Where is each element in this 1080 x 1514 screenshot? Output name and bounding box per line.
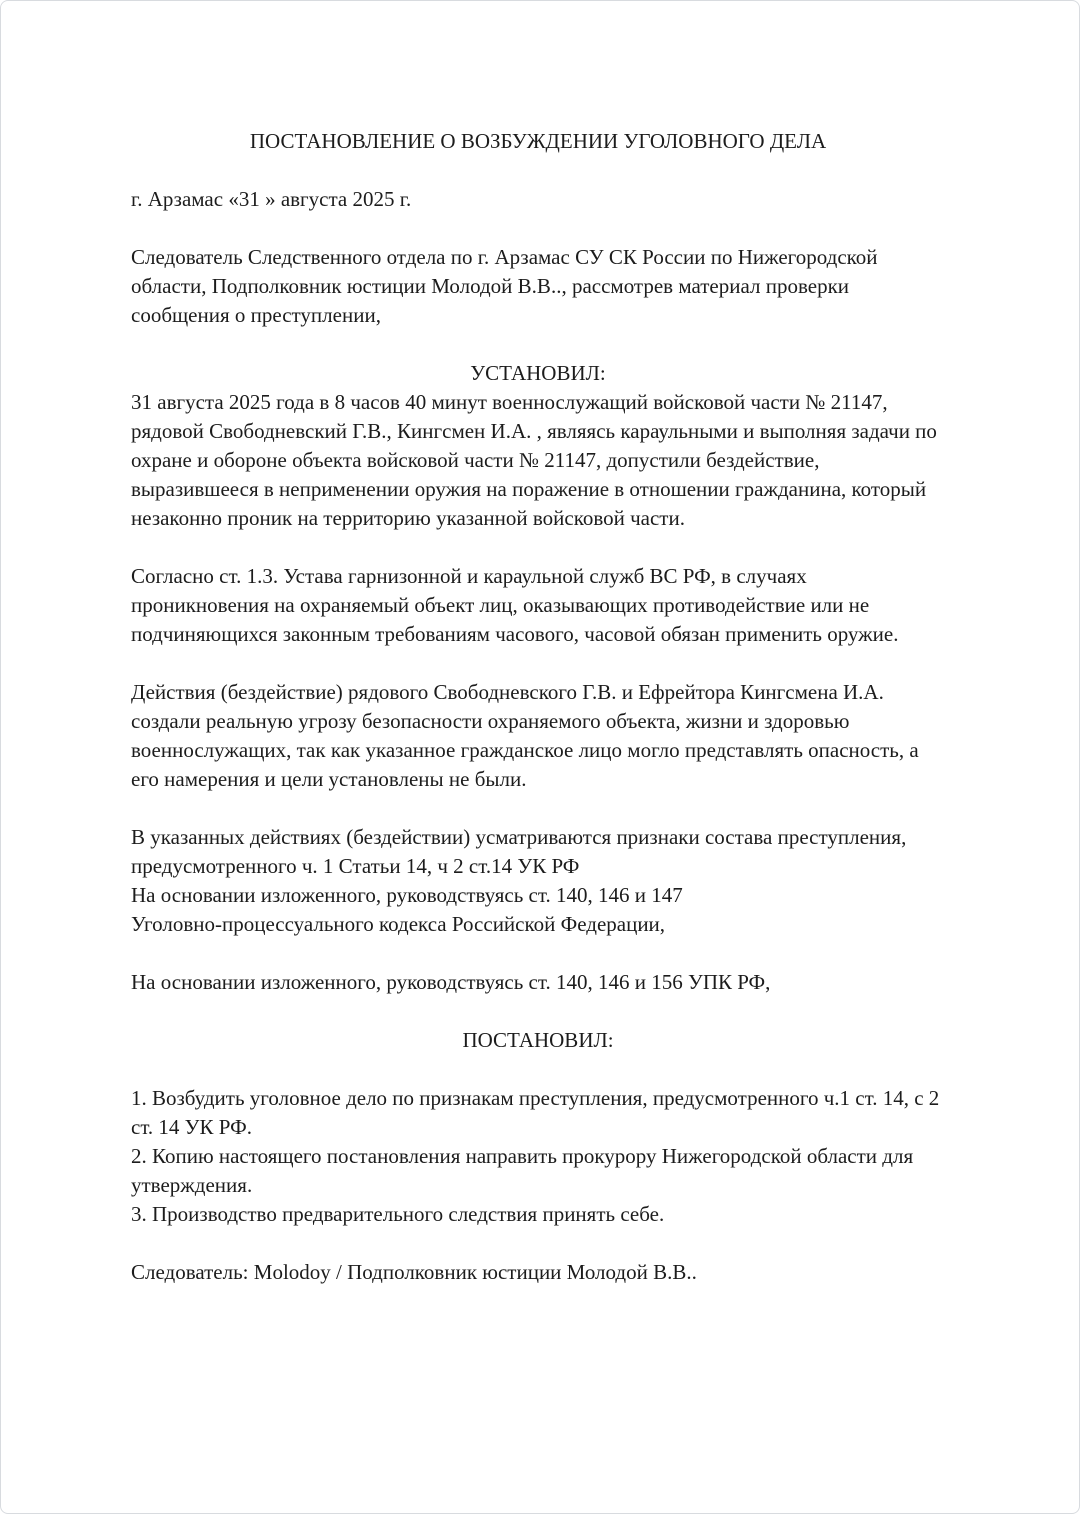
legal-basis-line: На основании изложенного, руководствуясь ст. 140, 146 и 156 УПК РФ, bbox=[131, 970, 771, 994]
qualification-line-2: На основании изложенного, руководствуясь ст. 140, 146 и 147 bbox=[131, 883, 683, 907]
resolution-item-2: 2. Копию настоящего постановления направить прокурору Нижегородской области для утверждения. bbox=[131, 1144, 914, 1197]
established-paragraph-1: 31 августа 2025 года в 8 часов 40 минут военнослужащий войсковой части № 21147, рядовой Свободневский Г.В., Кингсмен И.А. , являясь караульными и выполняя задачи по охране и обороне объекта войсковой части № 21147, допустили бездействие, выразившееся в неприменении оружия на поражение в отношении гражданина, который незаконно проник на территорию указанной войсковой части. bbox=[131, 390, 937, 530]
document-title: ПОСТАНОВЛЕНИЕ О ВОЗБУЖДЕНИИ УГОЛОВНОГО ДЕЛА bbox=[249, 129, 827, 153]
qualification-block bbox=[131, 823, 945, 939]
resolved-heading: ПОСТАНОВИЛ: bbox=[462, 1028, 614, 1052]
established-heading: УСТАНОВИЛ: bbox=[470, 361, 606, 385]
established-paragraph-3: Действия (бездействие) рядового Свободневского Г.В. и Ефрейтора Кингсмена И.А. создали реальную угрозу безопасности охраняемого объекта, жизни и здоровью военнослужащих, так как указанное гражданское лицо могло представлять опасность, а его намерения и цели установлены не были. bbox=[131, 680, 919, 791]
signature-line: Следователь: Molodoy / Подполковник юстиции Молодой В.В.. bbox=[131, 1260, 697, 1284]
qualification-line-1: В указанных действиях (бездействии) усматриваются признаки состава преступления, предусмотренного ч. 1 Статьи 14, ч 2 ст.14 УК РФ bbox=[131, 825, 907, 878]
resolution-items bbox=[131, 1084, 945, 1229]
place-date-line: г. Арзамас «31 » августа 2025 г. bbox=[131, 187, 412, 211]
qualification-line-3: Уголовно-процессуального кодекса Российской Федерации, bbox=[131, 912, 666, 936]
resolution-item-3: 3. Производство предварительного следствия принять себе. bbox=[131, 1202, 665, 1226]
preamble-paragraph: Следователь Следственного отдела по г. Арзамас СУ СК России по Нижегородской области, Подполковник юстиции Молодой В.В.., рассмотрев материал проверки сообщения о преступлении, bbox=[131, 245, 878, 327]
established-paragraph-2: Согласно ст. 1.3. Устава гарнизонной и караульной служб ВС РФ, в случаях проникновения на охраняемый объект лиц, оказывающих противодействие или не подчиняющихся законным требованиям часового, часовой обязан применить оружие. bbox=[131, 564, 899, 646]
resolution-item-1: 1. Возбудить уголовное дело по признакам преступления, предусмотренного ч.1 ст. 14, с 2 ст. 14 УК РФ. bbox=[131, 1086, 940, 1139]
